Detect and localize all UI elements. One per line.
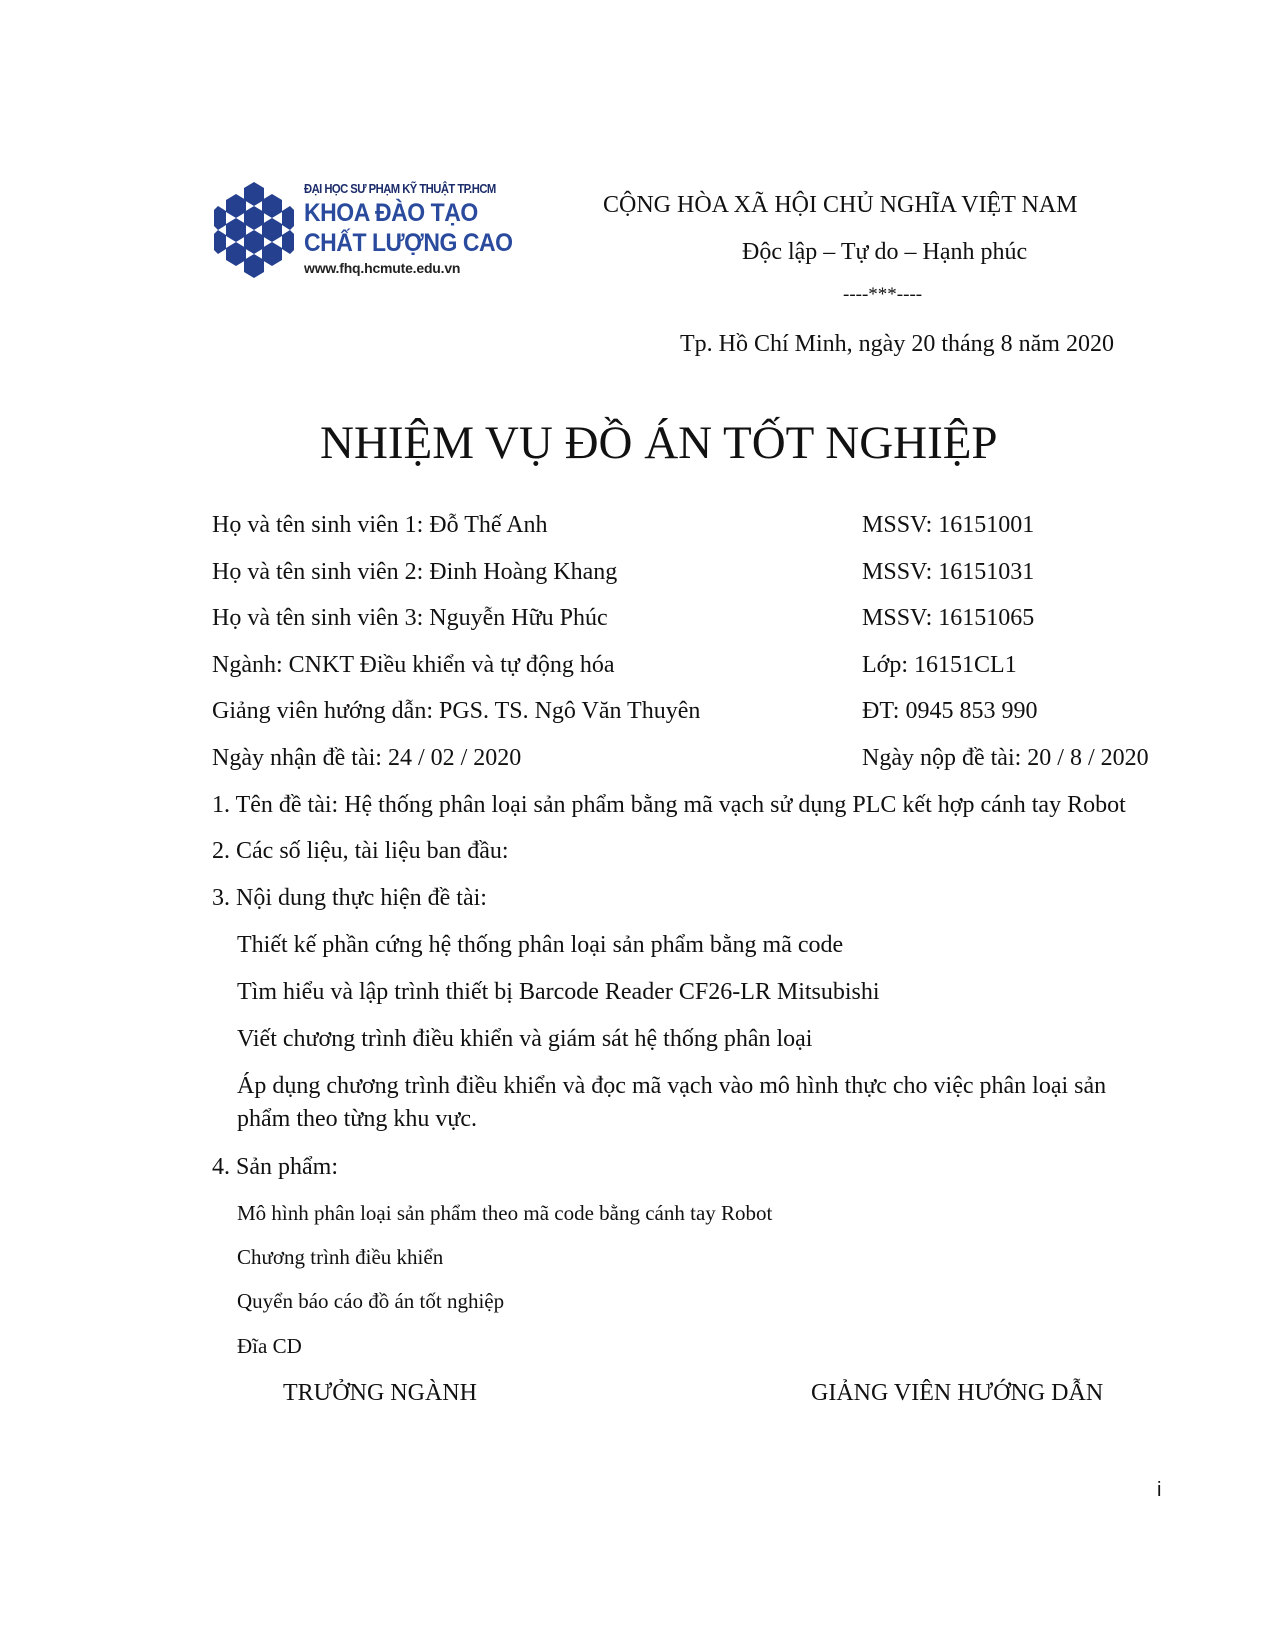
logo-university: ĐẠI HỌC SƯ PHẠM KỸ THUẬT TP.HCM	[304, 182, 496, 196]
logo-text	[304, 180, 531, 276]
logo-faculty-line1: KHOA ĐÀO TẠO	[304, 199, 478, 227]
header-separator: ----***----	[843, 284, 923, 305]
page-title: NHIỆM VỤ ĐỒ ÁN TỐT NGHIỆP	[320, 417, 998, 469]
topic-title: 1. Tên đề tài: Hệ thống phân loại sản phẩm bằng mã vạch sử dụng PLC kết hợp cánh tay Robot	[212, 792, 1126, 818]
info-left-2: Họ và tên sinh viên 2: Đinh Hoàng Khang	[212, 559, 618, 585]
info-left-3: Họ và tên sinh viên 3: Nguyễn Hữu Phúc	[212, 605, 608, 631]
national-motto: Độc lập – Tự do – Hạnh phúc	[742, 239, 1028, 265]
info-left-1: Họ và tên sinh viên 1: Đỗ Thế Anh	[212, 512, 548, 538]
info-right-5: ĐT: 0945 853 990	[862, 698, 1038, 724]
info-left-5: Giảng viên hướng dẫn: PGS. TS. Ngô Văn Thuyên	[212, 698, 701, 724]
content-item: Viết chương trình điều khiển và giám sát hệ thống phân loại	[237, 1026, 813, 1052]
product-item: Quyển báo cáo đồ án tốt nghiệp	[237, 1289, 505, 1313]
content-item: Thiết kế phần cứng hệ thống phân loại sản phẩm bằng mã code	[237, 932, 844, 958]
product-item: Đĩa CD	[237, 1334, 302, 1358]
signature-supervisor: GIẢNG VIÊN HƯỚNG DẪN	[811, 1380, 1104, 1406]
initial-data-heading: 2. Các số liệu, tài liệu ban đầu:	[212, 838, 509, 864]
content-heading: 3. Nội dung thực hiện đề tài:	[212, 885, 487, 911]
content-item: Tìm hiểu và lập trình thiết bị Barcode Reader CF26-LR Mitsubishi	[237, 979, 880, 1005]
products-heading: 4. Sản phẩm:	[212, 1154, 338, 1180]
place-date: Tp. Hồ Chí Minh, ngày 20 tháng 8 năm 2020	[680, 331, 1114, 357]
info-right-6: Ngày nộp đề tài: 20 / 8 / 2020	[862, 745, 1149, 771]
logo-faculty-line2: CHẤT LƯỢNG CAO	[304, 229, 513, 257]
product-item: Chương trình điều khiển	[237, 1245, 444, 1269]
logo-website: www.fhq.hcmute.edu.vn	[304, 260, 461, 276]
content-item-continued: phẩm theo từng khu vực.	[237, 1106, 477, 1132]
page-number: i	[1157, 1479, 1162, 1501]
content-item: Áp dụng chương trình điều khiển và đọc mã vạch vào mô hình thực cho việc phân loại sản	[237, 1073, 1107, 1099]
country-name: CỘNG HÒA XÃ HỘI CHỦ NGHĨA VIỆT NAM	[603, 192, 1078, 218]
hexagon-cluster-icon	[212, 180, 296, 278]
info-right-1: MSSV: 16151001	[862, 512, 1035, 538]
info-right-2: MSSV: 16151031	[862, 559, 1035, 585]
faculty-logo	[212, 180, 532, 278]
info-left-4: Ngành: CNKT Điều khiển và tự động hóa	[212, 652, 615, 678]
info-right-3: MSSV: 16151065	[862, 605, 1035, 631]
info-left-6: Ngày nhận đề tài: 24 / 02 / 2020	[212, 745, 522, 771]
product-item: Mô hình phân loại sản phẩm theo mã code bằng cánh tay Robot	[237, 1201, 773, 1225]
signature-department-head: TRƯỞNG NGÀNH	[283, 1380, 477, 1406]
info-right-4: Lớp: 16151CL1	[862, 652, 1017, 678]
